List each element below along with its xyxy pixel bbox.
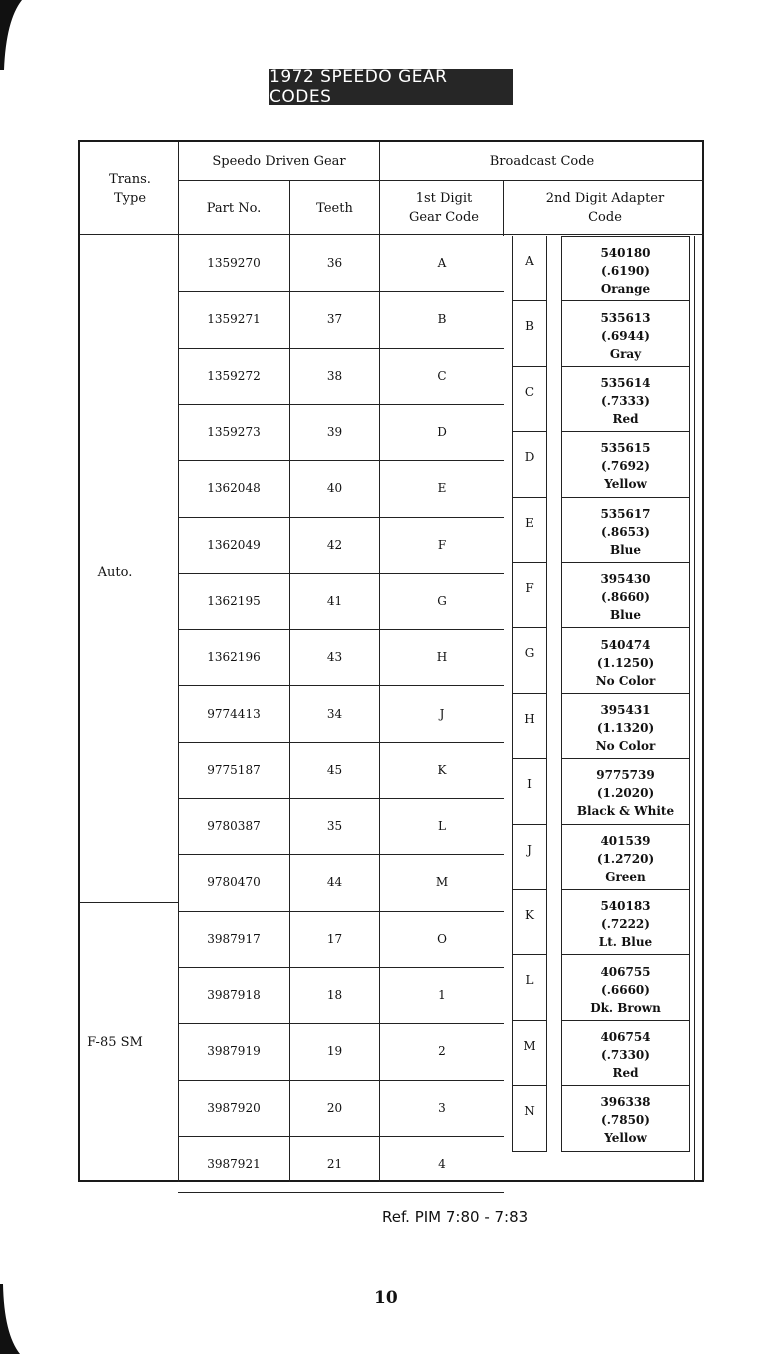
gear-code-cell: A — [437, 256, 447, 271]
teeth-cell: 35 — [326, 819, 343, 834]
part-number-cell: 1362196 — [207, 650, 261, 665]
part-number-cell: 3987917 — [207, 931, 261, 946]
adapter-code-cell — [561, 1021, 690, 1086]
adapter-color: Dk. Brown — [590, 1000, 661, 1015]
gear-code-cell: K — [437, 762, 447, 777]
adapter-color: Gray — [609, 346, 642, 361]
adapter-code-cell — [561, 498, 690, 563]
adapter-part: 9775739 — [596, 768, 655, 783]
adapter-color: Red — [612, 1065, 639, 1080]
part-number-cell: 1362048 — [207, 481, 261, 496]
part-number-cell: 1359272 — [207, 368, 261, 383]
page-corner-shadow — [0, 1284, 22, 1354]
adapter-color: Yellow — [604, 1131, 647, 1146]
adapter-color: Blue — [609, 608, 642, 623]
teeth-cell: 37 — [326, 312, 343, 327]
part-number-cell: 1362195 — [207, 593, 261, 608]
group-label-auto: Auto. — [97, 564, 133, 580]
adapter-ratio: (.6944) — [601, 328, 650, 343]
adapter-code-cell — [561, 236, 690, 301]
adapter-code-cell — [561, 628, 690, 693]
gear-code-cell: 2 — [438, 1044, 446, 1059]
teeth-cell: 19 — [326, 1044, 343, 1059]
teeth-cell: 17 — [326, 931, 343, 946]
gear-code-cell: 4 — [438, 1156, 446, 1171]
gear-code-cell: F — [437, 537, 447, 552]
gear-code-cell: O — [437, 931, 447, 946]
teeth-cell: 38 — [326, 368, 343, 383]
gear-code-cell: J — [439, 706, 445, 721]
adapter-ratio: (.8660) — [601, 590, 650, 605]
adapter-letter-column — [512, 236, 547, 1176]
adapter-code-cell — [561, 955, 690, 1020]
adapter-letter-cell: A — [512, 236, 547, 301]
second-digit-header: 2nd Digit Adapter Code — [545, 191, 665, 225]
adapter-code-cell — [561, 301, 690, 366]
teeth-cell: 43 — [326, 650, 343, 665]
adapter-code-cell — [561, 694, 690, 759]
part-number-cell: 3987918 — [207, 988, 261, 1003]
adapter-letter-cell: M — [512, 1021, 547, 1086]
adapter-part: 535617 — [600, 506, 651, 521]
teeth-cell: 45 — [326, 762, 343, 777]
teeth-cell: 39 — [326, 425, 343, 440]
teeth-cell: 21 — [326, 1156, 343, 1171]
adapter-code-cell — [561, 563, 690, 628]
part-number-cell: 9774413 — [207, 706, 261, 721]
teeth-cell: 44 — [326, 875, 343, 890]
gear-code-cell: E — [437, 481, 447, 496]
gear-code-cell: G — [437, 593, 447, 608]
adapter-ratio: (1.1250) — [596, 655, 655, 670]
part-number-cell: 1362049 — [207, 537, 261, 552]
gear-code-cell: B — [437, 312, 447, 327]
adapter-color: Red — [612, 411, 639, 426]
adapter-letter-cell: I — [512, 759, 547, 824]
adapter-ratio: (1.2020) — [596, 786, 655, 801]
adapter-ratio: (1.2720) — [596, 851, 655, 866]
adapter-ratio: (.8653) — [601, 524, 650, 539]
adapter-part: 540180 — [600, 245, 651, 260]
adapter-color: No Color — [595, 673, 656, 688]
adapter-letter-cell: F — [512, 563, 547, 628]
gear-code-cell: D — [437, 425, 447, 440]
teeth-cell: 41 — [326, 593, 343, 608]
adapter-code-cell — [561, 890, 690, 955]
speedo-gear-table — [78, 140, 704, 1182]
adapter-letter-cell: G — [512, 628, 547, 693]
adapter-ratio: (.7850) — [601, 1113, 650, 1128]
teeth-cell: 36 — [326, 256, 343, 271]
adapter-color: Green — [605, 869, 646, 884]
adapter-part: 401539 — [600, 833, 651, 848]
adapter-part: 406754 — [600, 1029, 651, 1044]
part-number-cell: 9780387 — [207, 819, 261, 834]
teeth-cell: 18 — [326, 988, 343, 1003]
gear-code-cell: L — [438, 819, 446, 834]
part-number-cell: 1359273 — [207, 425, 261, 440]
reference-note: Ref. PIM 7:80 - 7:83 — [382, 1208, 529, 1226]
adapter-part: 395431 — [600, 702, 651, 717]
adapter-code-cell — [561, 759, 690, 824]
adapter-letter-cell: D — [512, 432, 547, 497]
gear-code-cell: H — [436, 650, 448, 665]
row-divider — [178, 1192, 504, 1193]
gear-code-cell: 1 — [438, 988, 446, 1003]
speedo-driven-gear-header: Speedo Driven Gear — [212, 153, 346, 169]
adapter-letter-cell: N — [512, 1086, 547, 1151]
teeth-header: Teeth — [316, 200, 353, 216]
adapter-part: 540183 — [600, 899, 651, 914]
adapter-letter-cell: H — [512, 694, 547, 759]
adapter-code-column — [561, 236, 690, 1176]
adapter-code-cell — [561, 1086, 690, 1151]
adapter-letter-cell: L — [512, 955, 547, 1020]
page-number: 10 — [374, 1288, 398, 1308]
teeth-cell: 20 — [326, 1100, 343, 1115]
part-no-header: Part No. — [206, 200, 262, 216]
gear-code-cell: 3 — [438, 1100, 446, 1115]
adapter-letter-cell: J — [512, 825, 547, 890]
adapter-code-cell — [561, 432, 690, 497]
adapter-ratio: (.7333) — [601, 393, 650, 408]
adapter-letter-cell: E — [512, 498, 547, 563]
adapter-ratio: (.7692) — [601, 459, 650, 474]
adapter-part: 406755 — [600, 964, 651, 979]
adapter-letter-cell: B — [512, 301, 547, 366]
adapter-part: 540474 — [600, 637, 651, 652]
first-digit-header: 1st Digit Gear Code — [409, 191, 479, 225]
adapter-color: Lt. Blue — [598, 935, 653, 950]
part-number-cell: 9780470 — [207, 875, 261, 890]
adapter-color: Blue — [609, 542, 642, 557]
trans-type-header: Trans. Type — [109, 172, 151, 206]
adapter-color: Black & White — [576, 804, 675, 819]
part-number-cell: 1359270 — [207, 256, 261, 271]
teeth-cell: 34 — [326, 706, 343, 721]
page-corner-shadow — [0, 0, 22, 70]
part-number-cell: 3987920 — [207, 1100, 261, 1115]
adapter-part: 395430 — [600, 572, 651, 587]
adapter-ratio: (.6190) — [601, 263, 650, 278]
adapter-color: No Color — [595, 738, 656, 753]
adapter-letter-cell: C — [512, 367, 547, 432]
teeth-cell: 40 — [326, 481, 343, 496]
adapter-ratio: (.6660) — [601, 982, 650, 997]
group-label-f85: F-85 SM — [87, 1034, 143, 1050]
page-title: 1972 SPEEDO GEAR CODES — [269, 69, 513, 105]
adapter-color: Orange — [600, 281, 651, 296]
adapter-letter-cell: K — [512, 890, 547, 955]
adapter-code-cell — [561, 825, 690, 890]
part-number-cell: 3987919 — [207, 1044, 261, 1059]
adapter-part: 396338 — [600, 1095, 651, 1110]
part-number-cell: 3987921 — [207, 1156, 261, 1171]
teeth-cell: 42 — [326, 537, 343, 552]
gear-code-cell: C — [437, 368, 447, 383]
adapter-part: 535615 — [600, 441, 651, 456]
adapter-ratio: (.7222) — [601, 917, 650, 932]
adapter-ratio: (.7330) — [601, 1047, 650, 1062]
adapter-part: 535613 — [600, 310, 651, 325]
adapter-code-cell — [561, 367, 690, 432]
broadcast-code-header: Broadcast Code — [489, 153, 595, 169]
adapter-part: 535614 — [600, 375, 651, 390]
part-number-cell: 1359271 — [207, 312, 261, 327]
adapter-color: Yellow — [604, 477, 647, 492]
part-number-cell: 9775187 — [207, 762, 261, 777]
gear-code-cell: M — [435, 875, 449, 890]
adapter-ratio: (1.1320) — [596, 720, 655, 735]
